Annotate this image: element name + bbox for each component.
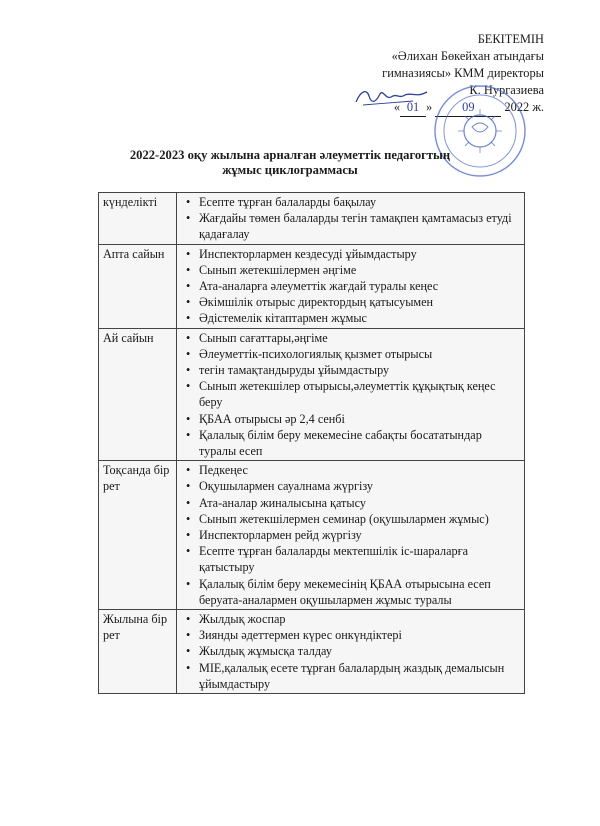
schedule-item: • Педкеңес [199, 462, 521, 478]
approval-heading: БЕКІТЕМІН [477, 32, 544, 46]
director-signature [353, 86, 433, 108]
schedule-items-cell [177, 610, 525, 694]
schedule-period: күнделікті [99, 193, 177, 245]
schedule-item-list [181, 194, 521, 243]
schedule-item-list [181, 611, 521, 692]
schedule-period: Жылына бір рет [99, 610, 177, 694]
schedule-item: • Ата-аналар жиналысына қатысу [199, 495, 521, 511]
schedule-items-cell [177, 193, 525, 245]
schedule-period: Ай сайын [99, 328, 177, 461]
schedule-item: • МІЕ,қалалық есете тұрған балалардың жаздық демалысын ұйымдастыру [199, 660, 521, 692]
schedule-item: • Есепте тұрған балаларды мектепшілік іс-шараларға қатыстыру [199, 543, 521, 575]
approval-director-name: К. Нургазиева [469, 83, 544, 97]
schedule-item: • Оқушылармен сауалнама жүргізу [199, 478, 521, 494]
date-open-quote: « [393, 100, 401, 114]
schedule-item: • Қалалық білім беру мекемесінің ҚБАА отырысына есеп беруата-аналармен оқушылармен жұмыс туралы [199, 576, 521, 608]
schedule-item: • Жылдық жұмысқа талдау [199, 643, 521, 659]
schedule-item: • Инспекторлармен рейд жүргізу [199, 527, 521, 543]
schedule-row [99, 244, 525, 328]
title-line-1: 2022-2023 оқу жылына арналған әлеуметтік педагогтың [129, 148, 451, 162]
cyclogram-table [98, 192, 525, 694]
schedule-item: • Сынып жетекшілер отырысы,әлеуметтік құқықтық кеңес беру [199, 378, 521, 410]
date-month: 09 [435, 99, 501, 117]
schedule-row [99, 461, 525, 610]
schedule-item: • Жағдайы төмен балаларды тегін тамақпен қамтамасыз етуді қадағалау [199, 210, 521, 242]
schedule-item: • Сынып жетекшілермен семинар (оқушылармен жұмыс) [199, 511, 521, 527]
date-day: 01 [400, 99, 426, 117]
schedule-item: • Есепте тұрған балаларды бақылау [199, 194, 521, 210]
schedule-item: • Әдістемелік кітаптармен жұмыс [199, 310, 521, 326]
schedule-items-cell [177, 461, 525, 610]
schedule-item: • Зиянды әдеттермен күрес онкүндіктері [199, 627, 521, 643]
title-line-2: жұмыс циклограммасы [222, 163, 358, 177]
schedule-item: • Ата-аналарға әлеуметтік жағдай туралы кеңес [199, 278, 521, 294]
schedule-item: • Әлеуметтік-психологиялық қызмет отырысы [199, 346, 521, 362]
cyclogram-table-body [99, 193, 525, 694]
schedule-item: • Сынып сағаттары,әңгіме [199, 330, 521, 346]
schedule-item-list [181, 462, 521, 608]
date-close-quote: » [426, 100, 433, 114]
schedule-items-cell [177, 244, 525, 328]
document-title [100, 148, 480, 178]
schedule-item: • тегін тамақтандыруды ұйымдастыру [199, 362, 521, 378]
schedule-row [99, 328, 525, 461]
schedule-item: • ҚБАА отырысы әр 2,4 сенбі [199, 411, 521, 427]
schedule-item: • Қалалық білім беру мекемесіне сабақты босататындар туралы есеп [199, 427, 521, 459]
schedule-item: • Жылдық жоспар [199, 611, 521, 627]
approval-line-school: «Әлихан Бөкейхан атындағы [391, 49, 544, 63]
schedule-period: Апта сайын [99, 244, 177, 328]
schedule-item-list [181, 330, 521, 460]
schedule-item-list [181, 246, 521, 327]
schedule-item: • Инспекторлармен кездесуді ұйымдастыру [199, 246, 521, 262]
schedule-item: • Әкімшілік отырыс директордың қатысуымен [199, 294, 521, 310]
approval-line-director: гимназиясы» КММ директоры [382, 66, 544, 80]
schedule-period: Тоқсанда бір рет [99, 461, 177, 610]
date-year: 2022 ж. [504, 100, 544, 114]
schedule-row [99, 193, 525, 245]
schedule-items-cell [177, 328, 525, 461]
schedule-row [99, 610, 525, 694]
schedule-item: • Сынып жетекшілермен әңгіме [199, 262, 521, 278]
